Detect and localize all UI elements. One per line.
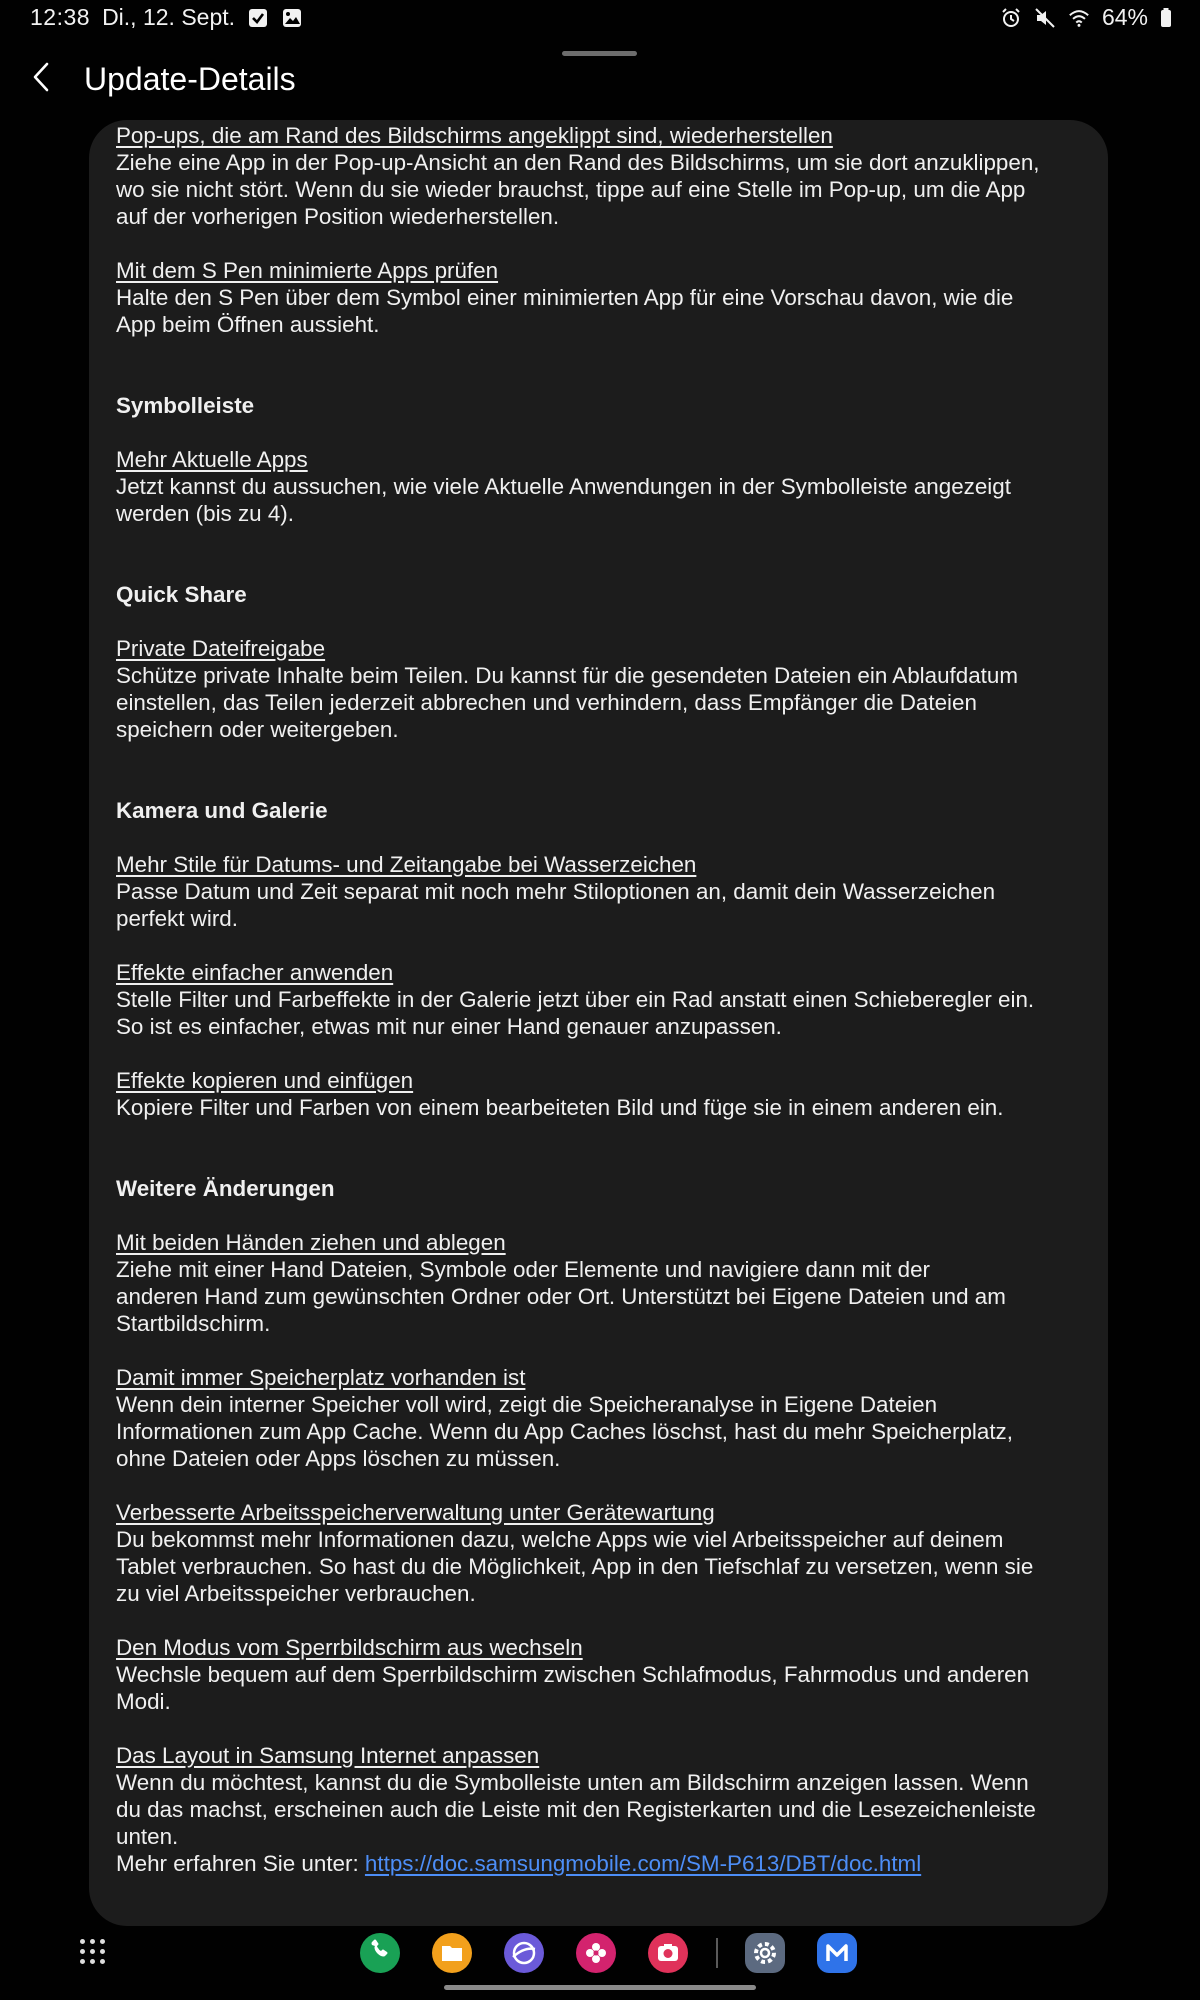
feature-description-line: unten. (116, 1824, 179, 1849)
spacer (116, 1040, 1091, 1067)
spacer (116, 1202, 1091, 1229)
feature-title-link[interactable]: Das Layout in Samsung Internet anpassen (116, 1743, 540, 1768)
navigation-handle[interactable] (444, 1985, 756, 1990)
feature-title-link[interactable]: Verbesserte Arbeitsspeicherverwaltung unter Gerätewartung (116, 1500, 715, 1525)
feature-title-link[interactable]: Pop-ups, die am Rand des Bildschirms angeklippt sind, wiederherstellen (116, 123, 833, 148)
spacer (116, 419, 1091, 446)
spacer (116, 1607, 1091, 1634)
feature-description-line: Stelle Filter und Farbeffekte in der Galerie jetzt über ein Rad anstatt einen Schieberegler ein. (116, 987, 1035, 1012)
feature-title-link[interactable]: Den Modus vom Sperrbildschirm aus wechseln (116, 1635, 583, 1660)
spacer (116, 338, 1091, 392)
samsung-internet-app-icon[interactable] (504, 1933, 544, 1973)
feature-title-link[interactable]: Damit immer Speicherplatz vorhanden ist (116, 1365, 526, 1390)
more-info-line (116, 1850, 1091, 1877)
feature-description-line: zu viel Arbeitsspeicher verbrauchen. (116, 1581, 476, 1606)
spacer (116, 1121, 1091, 1175)
feature-description-line: einstellen, das Teilen jederzeit abbrechen und verhindern, dass Empfänger die Dateien (116, 690, 977, 715)
section-heading: Symbolleiste (116, 393, 255, 418)
feature-description-line: Du bekommst mehr Informationen dazu, welche Apps wie viel Arbeitsspeicher auf deinem (116, 1527, 1004, 1552)
spacer (116, 743, 1091, 797)
feature-description-line: Informationen zum App Cache. Wenn du App Caches löschst, hast du mehr Speicherplatz, (116, 1419, 1013, 1444)
feature-description-line: du das machst, erscheinen auch die Leiste mit den Registerkarten und die Lesezeichenleiste (116, 1797, 1036, 1822)
spacer (116, 1472, 1091, 1499)
spacer (116, 1715, 1091, 1742)
page-title: Update-Details (84, 61, 296, 97)
feature-description-line: App beim Öffnen aussieht. (116, 312, 380, 337)
gallery-app-icon[interactable] (576, 1933, 616, 1973)
feature-description-line: anderen Hand zum gewünschten Ordner oder Ort. Unterstützt bei Eigene Dateien und am (116, 1284, 1006, 1309)
settings-app-icon[interactable] (745, 1933, 785, 1973)
status-bar (0, 0, 1200, 38)
battery-icon (1160, 7, 1172, 29)
feature-description-line: Wenn du möchtest, kannst du die Symbolleiste unten am Bildschirm anzeigen lassen. Wenn (116, 1770, 1029, 1795)
feature-description-line: perfekt wird. (116, 906, 238, 931)
feature-description-line: ohne Dateien oder Apps löschen zu müssen. (116, 1446, 561, 1471)
wifi-icon (1068, 7, 1090, 29)
mute-icon (1034, 7, 1056, 29)
spacer (116, 608, 1091, 635)
feature-description-line: Passe Datum und Zeit separat mit noch mehr Stiloptionen an, damit dein Wasserzeichen (116, 879, 996, 904)
apps-grid-button[interactable] (80, 1939, 106, 1965)
back-arrow-icon (31, 61, 51, 93)
feature-description-line: Tablet verbrauchen. So hast du die Möglichkeit, App in den Tiefschlaf zu versetzen, wenn sie (116, 1554, 1034, 1579)
feature-title-link[interactable]: Mehr Aktuelle Apps (116, 447, 308, 472)
checkbox-icon (247, 7, 269, 29)
update-details-content (116, 122, 1091, 1877)
spacer (116, 1337, 1091, 1364)
section-heading: Quick Share (116, 582, 247, 607)
feature-description-line: Wechsle bequem auf dem Sperrbildschirm zwischen Schlafmodus, Fahrmodus und anderen (116, 1662, 1030, 1687)
spacer (116, 527, 1091, 581)
alarm-icon (1000, 7, 1022, 29)
feature-description-line: Halte den S Pen über dem Symbol einer minimierten App für eine Vorschau davon, wie die (116, 285, 1014, 310)
feature-description-line: werden (bis zu 4). (116, 501, 294, 526)
feature-description-line: Jetzt kannst du aussuchen, wie viele Aktuelle Anwendungen in der Symbolleiste angezeigt (116, 474, 1011, 499)
section-heading: Kamera und Galerie (116, 798, 328, 823)
more-info-url[interactable]: https://doc.samsungmobile.com/SM-P613/DBT/doc.html (364, 1851, 922, 1876)
feature-description-line: Wenn dein interner Speicher voll wird, zeigt die Speicheranalyse in Eigene Dateien (116, 1392, 938, 1417)
feature-title-link[interactable]: Mit beiden Händen ziehen und ablegen (116, 1230, 506, 1255)
more-info-label: Mehr erfahren Sie unter: (116, 1851, 365, 1876)
feature-description-line: wo sie nicht stört. Wenn du sie wieder brauchst, tippe auf eine Stelle im Pop-up, um die App (116, 177, 1026, 202)
feature-description-line: Ziehe mit einer Hand Dateien, Symbole oder Elemente und navigiere dann mit der (116, 1257, 930, 1282)
my-files-app-icon[interactable] (432, 1933, 472, 1973)
phone-app-icon[interactable] (360, 1933, 400, 1973)
camera-app-icon[interactable] (648, 1933, 688, 1973)
feature-title-link[interactable]: Effekte kopieren und einfügen (116, 1068, 414, 1093)
spacer (116, 824, 1091, 851)
feature-title-link[interactable]: Mehr Stile für Datums- und Zeitangabe bei Wasserzeichen (116, 852, 697, 877)
status-time: 12:38 (30, 4, 91, 30)
feature-description-line: Ziehe eine App in der Pop-up-Ansicht an den Rand des Bildschirms, um sie dort anzuklippen, (116, 150, 1040, 175)
feature-description-line: So ist es einfacher, etwas mit nur einer Hand genauer anzupassen. (116, 1014, 782, 1039)
feature-description-line: auf der vorherigen Position wiederherstellen. (116, 204, 560, 229)
feature-title-link[interactable]: Effekte einfacher anwenden (116, 960, 394, 985)
update-details-card[interactable] (89, 120, 1108, 1926)
spacer (116, 932, 1091, 959)
status-date: Di., 12. Sept. (102, 4, 236, 30)
feature-description-line: Schütze private Inhalte beim Teilen. Du kannst für die gesendeten Dateien ein Ablaufdatum (116, 663, 1019, 688)
spacer (116, 230, 1091, 257)
messenger-app-icon[interactable] (817, 1933, 857, 1973)
gallery-icon (281, 7, 303, 29)
battery-percent: 64% (1101, 4, 1148, 30)
back-button[interactable] (26, 62, 56, 92)
dock-separator (716, 1938, 718, 1968)
feature-description-line: Modi. (116, 1689, 171, 1714)
drag-handle[interactable] (562, 51, 637, 56)
feature-title-link[interactable]: Private Dateifreigabe (116, 636, 326, 661)
feature-description-line: speichern oder weitergeben. (116, 717, 399, 742)
feature-title-link[interactable]: Mit dem S Pen minimierte Apps prüfen (116, 258, 499, 283)
feature-description-line: Kopiere Filter und Farben von einem bearbeiteten Bild und füge sie in einem anderen ein. (116, 1095, 1004, 1120)
section-heading: Weitere Änderungen (116, 1176, 335, 1201)
feature-description-line: Startbildschirm. (116, 1311, 271, 1336)
